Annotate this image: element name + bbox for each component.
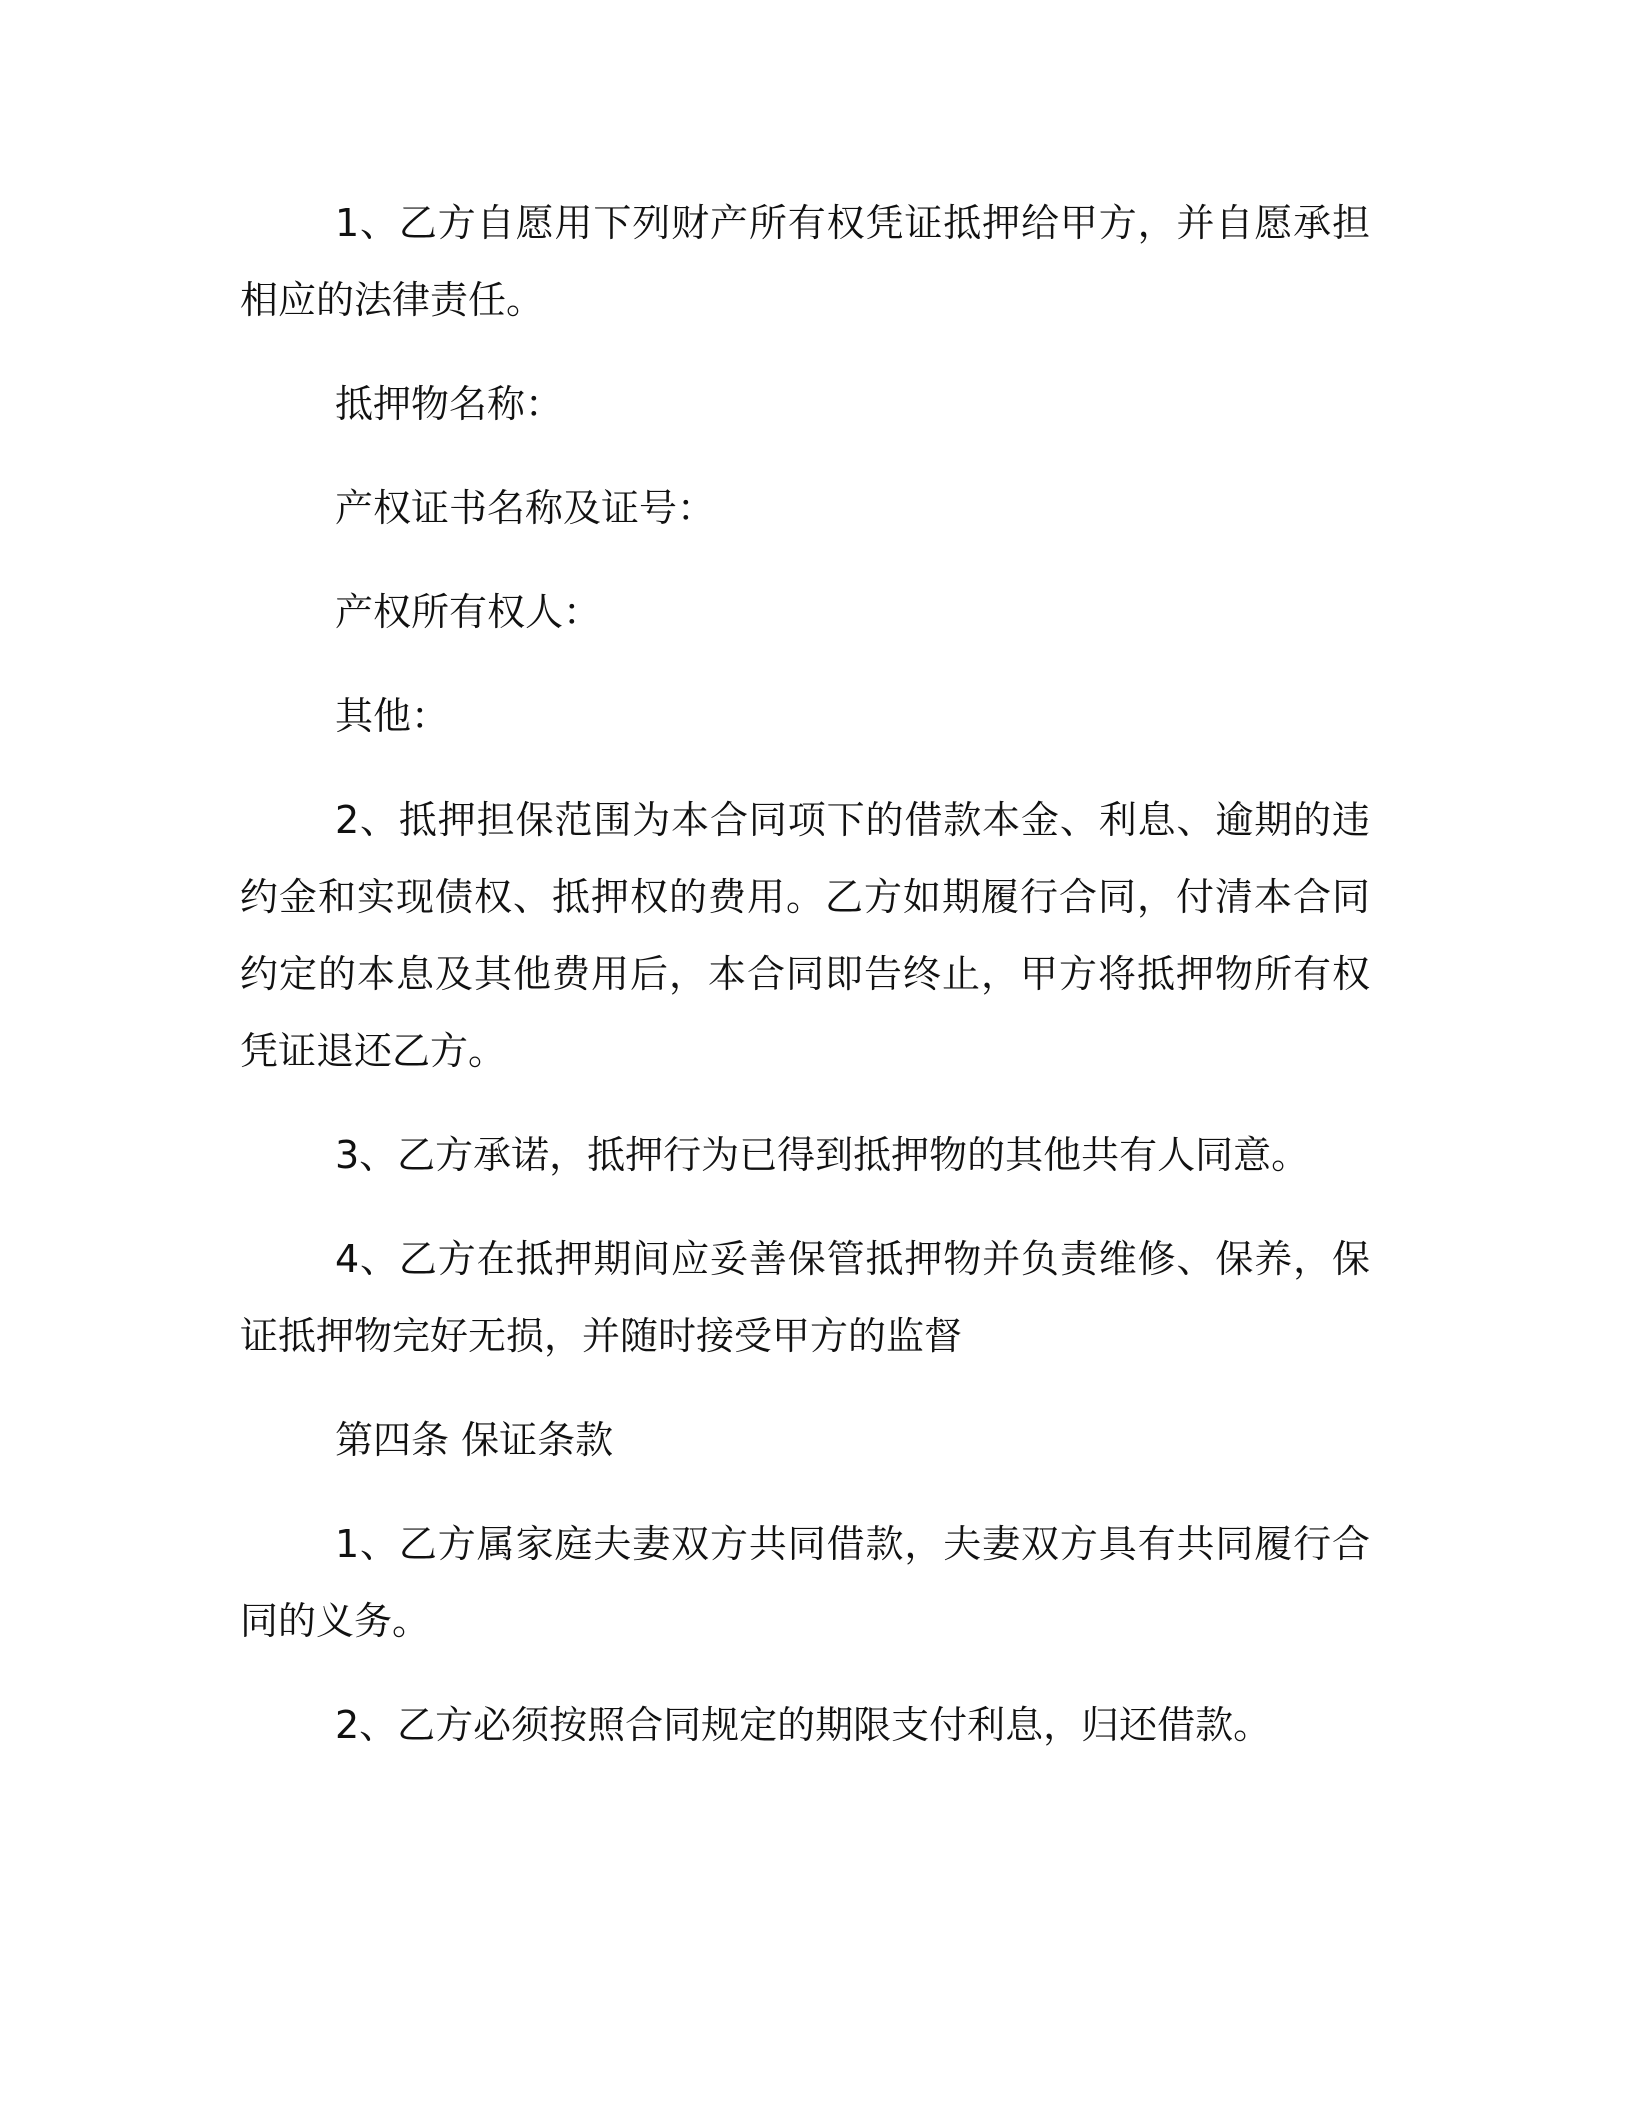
clause-mortgage-voucher: 1、乙方自愿用下列财产所有权凭证抵押给甲方，并自愿承担相应的法律责任。 [240,201,1370,322]
section-heading-article-4: 第四条 保证条款 [335,1418,614,1462]
document-body [240,185,1370,1791]
clause-collateral-custody: 4、乙方在抵押期间应妥善保管抵押物并负责维修、保养，保证抵押物完好无损，并随时接受甲方的监督 [240,1237,1370,1358]
field-property-owner: 产权所有权人： [335,590,602,634]
field-certificate-name-number: 产权证书名称及证号： [335,486,716,530]
clause-repayment-terms: 2、乙方必须按照合同规定的期限支付利息，归还借款。 [335,1703,1272,1747]
clause-joint-borrowing: 1、乙方属家庭夫妻双方共同借款，夫妻双方具有共同履行合同的义务。 [240,1522,1370,1643]
clause-guarantee-scope: 2、抵押担保范围为本合同项下的借款本金、利息、逾期的违约金和实现债权、抵押权的费用。乙方如期履行合同，付清本合同约定的本息及其他费用后，本合同即告终止，甲方将抵押物所有权凭证退还乙方。 [240,798,1370,1073]
field-other: 其他： [335,694,450,738]
field-collateral-name: 抵押物名称： [335,382,564,426]
clause-co-owner-consent: 3、乙方承诺，抵押行为已得到抵押物的其他共有人同意。 [335,1133,1310,1177]
